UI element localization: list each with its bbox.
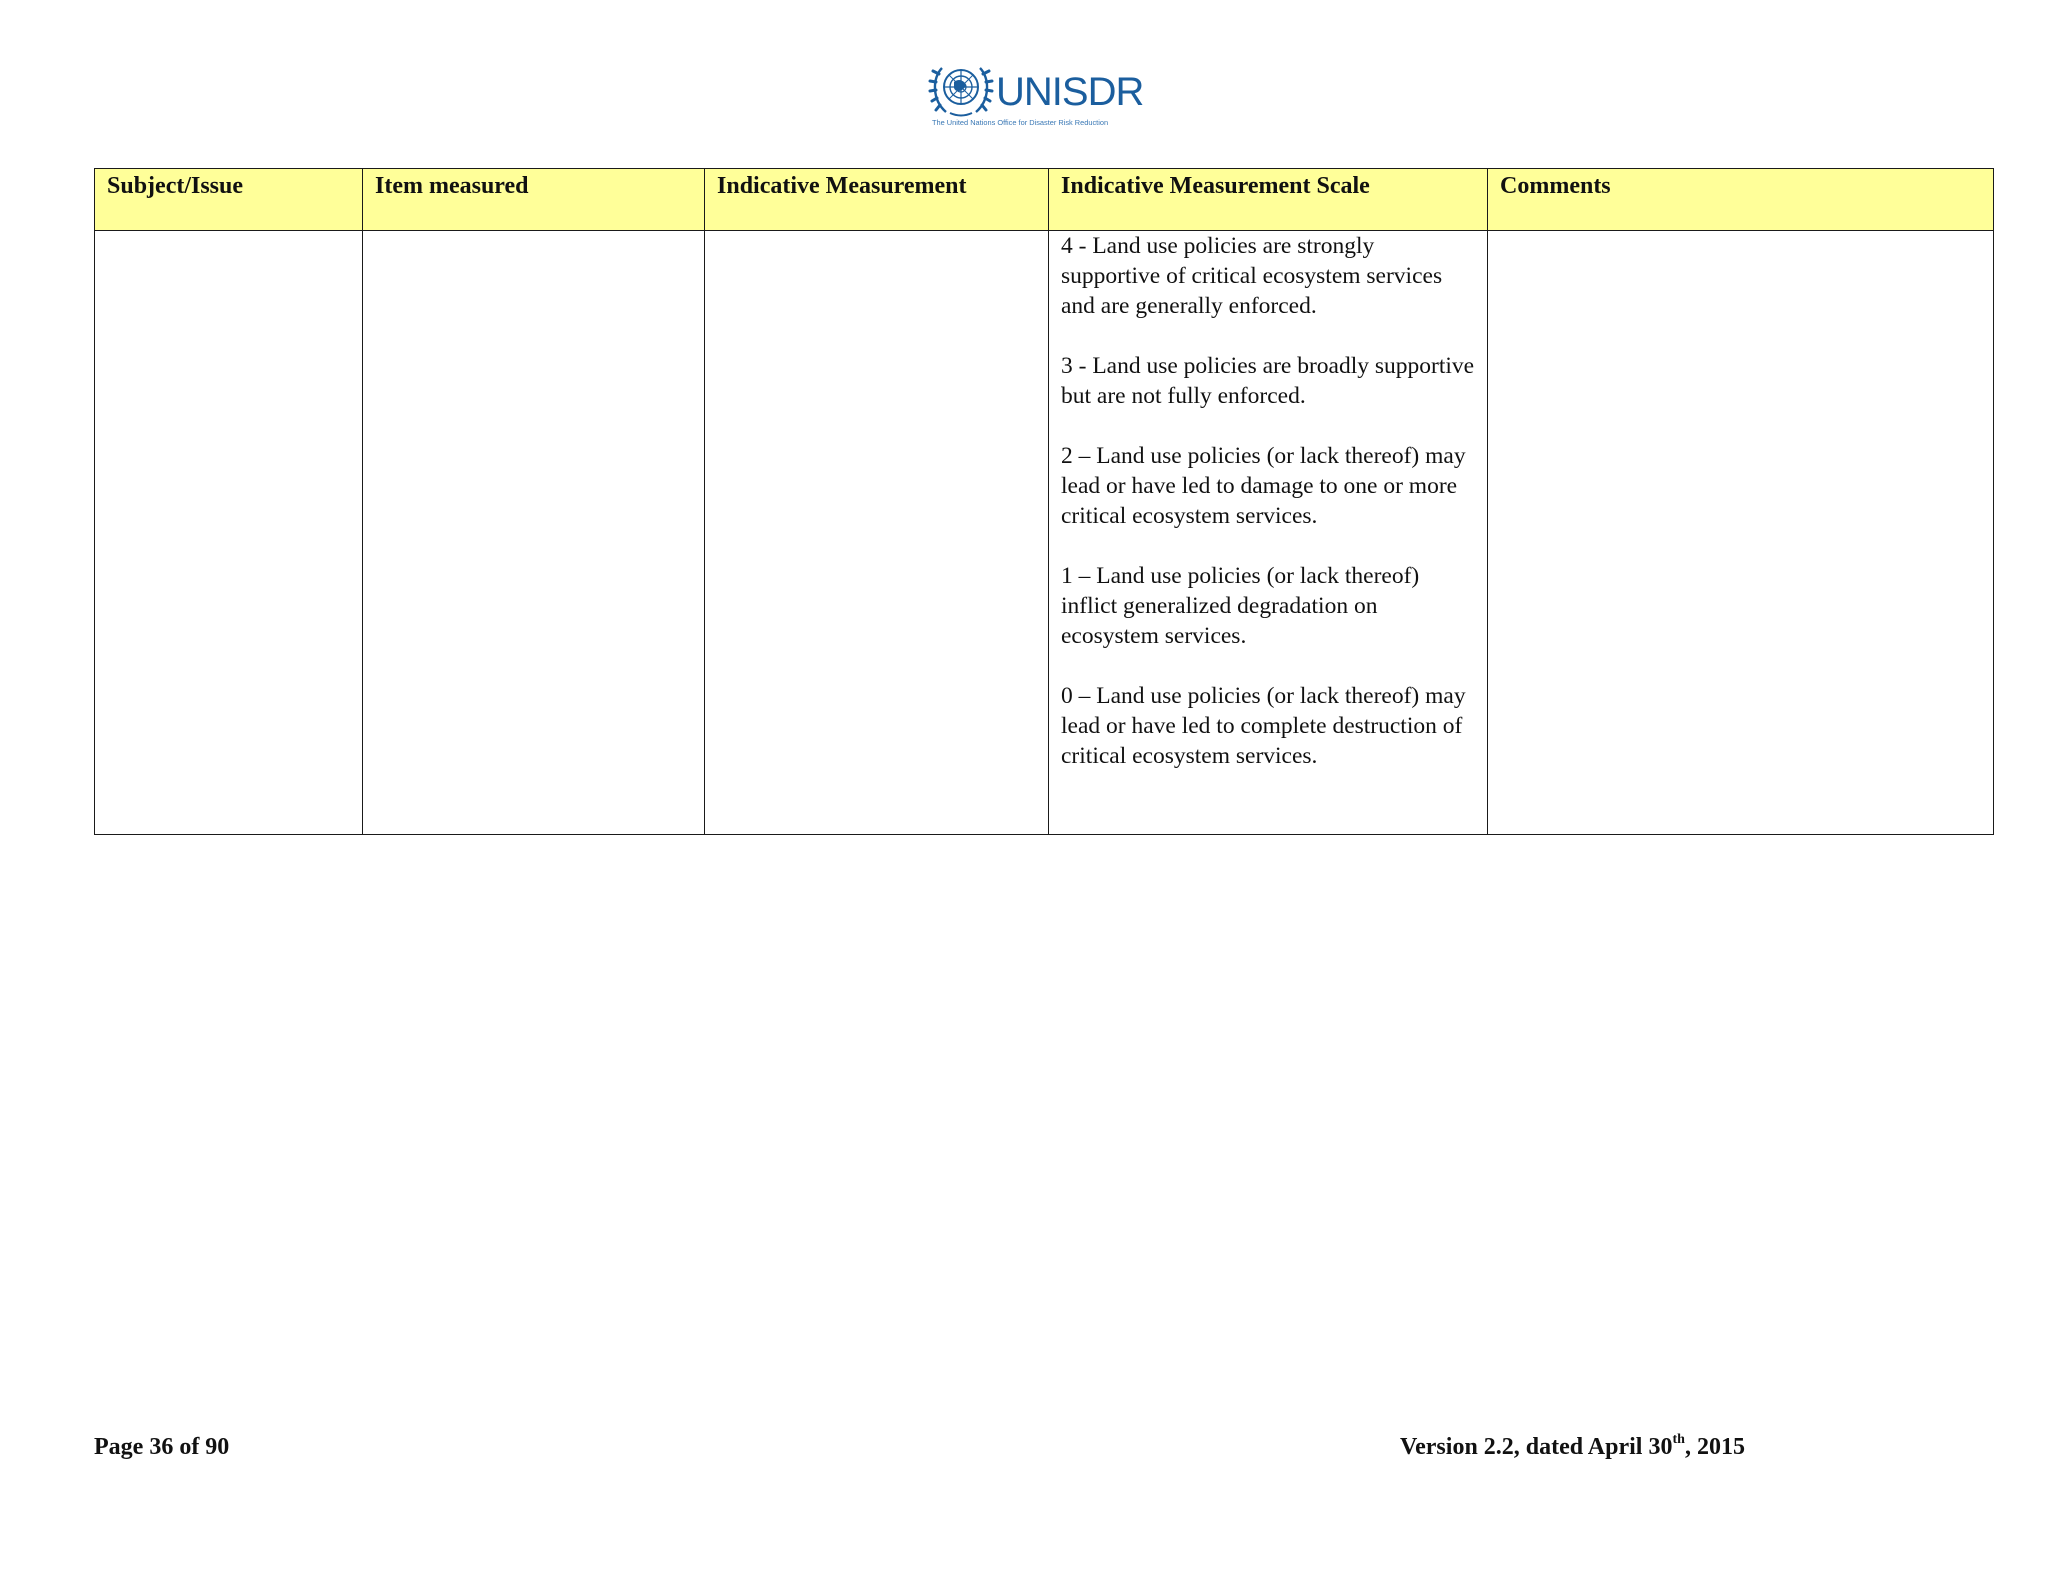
scale-level-4: 4 - Land use policies are strongly supportive of critical ecosystem services and are generally enforced. [1061, 233, 1443, 319]
scale-level-2: 2 – Land use policies (or lack thereof) may lead or have led to damage to one or more critical ecosystem services. [1061, 443, 1466, 529]
scale-level-1: 1 – Land use policies (or lack thereof) inflict generalized degradation on ecosystem services. [1061, 563, 1420, 649]
un-emblem-icon [928, 60, 994, 118]
table-row [95, 231, 1994, 835]
measurement-table [94, 168, 1994, 835]
cell-item-measured [363, 231, 705, 835]
header-subject-issue: Subject/Issue [95, 169, 363, 231]
logo-wordmark: UNISDR [996, 70, 1144, 114]
cell-comments [1488, 231, 1994, 835]
table-header-row [95, 169, 1994, 231]
header-item-measured: Item measured [363, 169, 705, 231]
cell-indicative-measurement [705, 231, 1049, 835]
header-comments: Comments [1488, 169, 1994, 231]
version-superscript: th [1672, 1432, 1685, 1447]
cell-subject-issue [95, 231, 363, 835]
header-indicative-measurement-scale: Indicative Measurement Scale [1049, 169, 1488, 231]
version-suffix: , 2015 [1684, 1434, 1745, 1460]
cell-indicative-measurement-scale [1049, 231, 1488, 835]
unisdr-logo [928, 60, 1144, 132]
version-prefix: Version 2.2, dated April 30 [1400, 1434, 1673, 1460]
scale-level-0: 0 – Land use policies (or lack thereof) may lead or have led to complete destruction of critical ecosystem services. [1061, 683, 1466, 769]
scale-level-3: 3 - Land use policies are broadly supportive but are not fully enforced. [1061, 353, 1475, 409]
header-indicative-measurement: Indicative Measurement [705, 169, 1049, 231]
version-info [1400, 1432, 1745, 1462]
logo-tagline: The United Nations Office for Disaster Risk Reduction [932, 118, 1109, 127]
page-number: Page 36 of 90 [94, 1434, 230, 1460]
